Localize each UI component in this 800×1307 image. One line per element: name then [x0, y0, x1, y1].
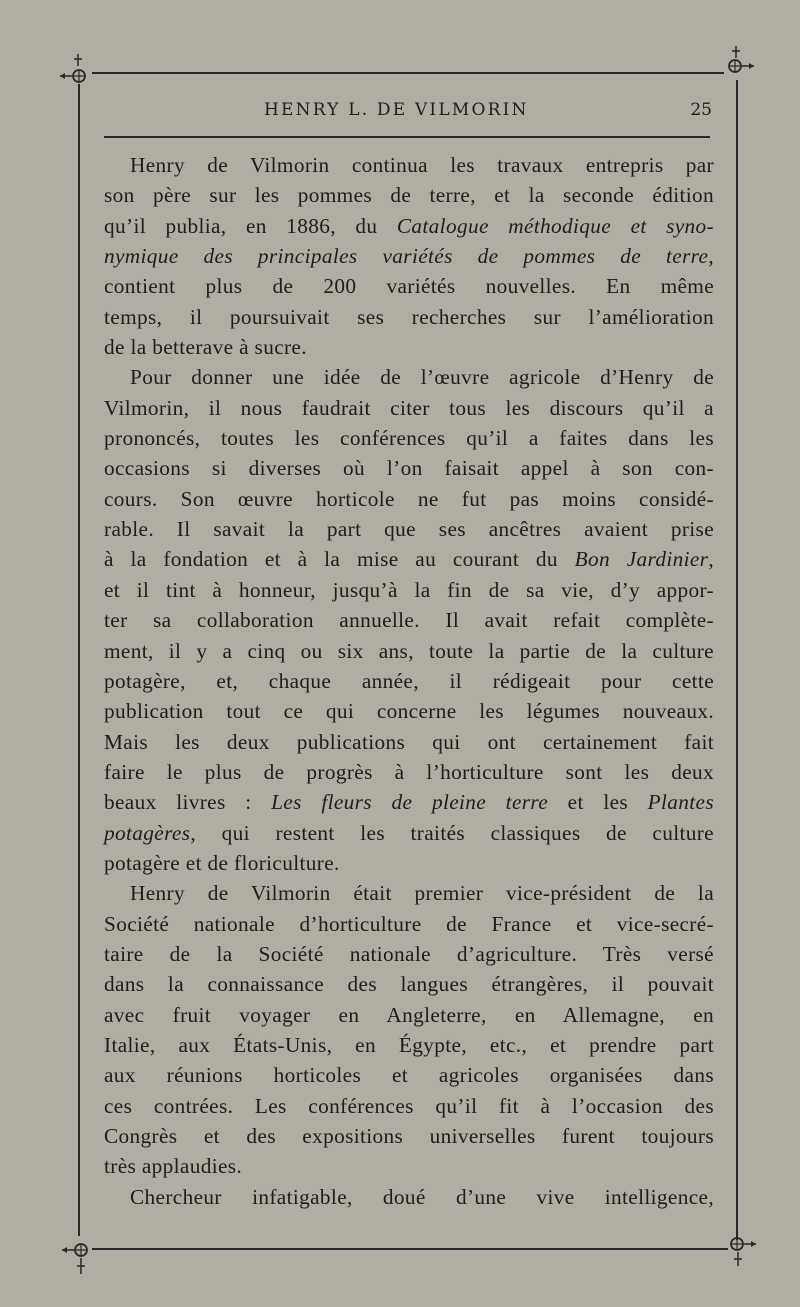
text-run: ment, il y a cinq ou six ans, toute la partie de la culture — [104, 638, 714, 663]
text-run: taire de la Société nationale d’agriculture. Très versé — [104, 941, 714, 966]
text-line — [104, 666, 714, 696]
text-line — [104, 636, 714, 666]
text-run: et il tint à honneur, jusqu’à la fin de sa vie, d’y appor- — [104, 577, 714, 602]
text-run: et les — [548, 790, 648, 815]
text-run: Henry de Vilmorin était premier vice-président de la — [130, 881, 714, 906]
text-line — [104, 332, 714, 362]
text-line — [104, 1000, 714, 1030]
header-rule — [104, 136, 710, 138]
text-run: , — [708, 547, 715, 572]
text-line — [104, 362, 714, 392]
text-run: Pour donner une idée de l’œuvre agricole d’Henry de — [130, 365, 714, 390]
text-line — [104, 302, 714, 332]
text-line — [104, 241, 714, 271]
text-line — [104, 423, 714, 453]
text-run: Mais les deux publications qui ont certainement fait — [104, 729, 714, 754]
corner-ornament-bottom-left-icon — [60, 1236, 100, 1276]
body-text — [104, 150, 714, 1212]
text-line — [104, 271, 714, 301]
text-line — [104, 727, 714, 757]
text-run: dans la connaissance des langues étrangères, il pouvait — [104, 972, 714, 997]
text-line — [104, 484, 714, 514]
text-line — [104, 211, 714, 241]
frame-right-rule — [736, 80, 738, 1240]
text-run: très applaudies. — [104, 1154, 243, 1179]
text-run: à la fondation et à la mise au courant du — [104, 547, 575, 572]
text-run: contient plus de 200 variétés nouvelles. En même — [104, 274, 714, 299]
text-line — [104, 544, 714, 574]
italic-title-text: Les fleurs de pleine terre — [271, 790, 549, 815]
text-run: Vilmorin, il nous faudrait citer tous les discours qu’il a — [104, 395, 714, 420]
text-line — [104, 1060, 714, 1090]
text-line — [104, 1091, 714, 1121]
text-run: temps, il poursuivait ses recherches sur l’amélioration — [104, 304, 714, 329]
running-head: HENRY L. DE VILMORIN — [264, 100, 529, 120]
text-run: aux réunions horticoles et agricoles organisées dans — [104, 1063, 714, 1088]
text-run: cours. Son œuvre horticole ne fut pas moins considé- — [104, 486, 714, 511]
text-line — [104, 757, 714, 787]
text-run: qu’il publia, en 1886, du — [104, 213, 397, 238]
frame-bottom-rule — [92, 1248, 728, 1250]
italic-title-text: Bon Jardinier — [574, 547, 709, 572]
text-run: Congrès et des expositions universelles furent toujours — [104, 1124, 714, 1148]
text-line — [104, 787, 714, 817]
text-line — [104, 878, 714, 908]
text-run: Henry de Vilmorin continua les travaux entrepris par — [130, 153, 714, 177]
text-run: , qui restent les traités classiques de culture — [190, 820, 714, 845]
text-run: ter sa collaboration annuelle. Il avait refait complète- — [104, 608, 714, 633]
text-line — [104, 696, 714, 726]
page-number: 25 — [690, 100, 712, 120]
text-run: potagère, et, chaque année, il rédigeait pour cette — [104, 668, 714, 693]
text-line — [104, 1182, 714, 1212]
text-run: Italie, aux États-Unis, en Égypte, etc., et prendre part — [104, 1032, 714, 1057]
text-line — [104, 909, 714, 939]
text-run: occasions si diverses où l’on faisait appel à son con- — [104, 456, 714, 481]
text-run: rable. Il savait la part que ses ancêtres avaient prise — [104, 517, 714, 542]
corner-ornament-bottom-right-icon — [718, 1228, 758, 1268]
text-line — [104, 453, 714, 483]
text-run: beaux livres : — [104, 790, 272, 815]
text-line — [104, 1121, 714, 1151]
text-run: publication tout ce qui concerne les légumes nouveaux. — [104, 699, 714, 724]
text-line — [104, 575, 714, 605]
text-line — [104, 605, 714, 635]
text-run: prononcés, toutes les conférences qu’il a faites dans les — [104, 426, 714, 451]
text-line — [104, 1151, 714, 1181]
text-line — [104, 180, 714, 210]
text-run: de la betterave à sucre. — [104, 335, 307, 360]
frame-top-rule — [92, 72, 724, 74]
italic-title-text: Catalogue méthodique et syno- — [396, 213, 714, 238]
page-header — [104, 96, 712, 130]
text-run: , — [708, 244, 714, 269]
text-line — [104, 1030, 714, 1060]
corner-ornament-top-left-icon — [58, 52, 98, 92]
text-line — [104, 848, 714, 878]
text-line — [104, 514, 714, 544]
text-run: ces contrées. Les conférences qu’il fit à l’occasion des — [104, 1093, 714, 1118]
text-run: potagère et de floriculture. — [104, 850, 340, 875]
text-line — [104, 818, 714, 848]
frame-left-rule — [78, 84, 80, 1236]
italic-title-text: potagères — [104, 820, 191, 845]
text-line — [104, 939, 714, 969]
text-run: avec fruit voyager en Angleterre, en Allemagne, en — [104, 1002, 714, 1027]
text-run: faire le plus de progrès à l’horticulture sont les deux — [104, 759, 714, 784]
italic-title-text: nymique des principales variétés de pommes de terre — [104, 244, 709, 269]
text-run: Société nationale d’horticulture de France et vice-secré- — [104, 911, 714, 936]
text-line — [104, 393, 714, 423]
corner-ornament-top-right-icon — [716, 44, 756, 84]
text-line — [104, 969, 714, 999]
text-run: Chercheur infatigable, doué d’une vive intelligence, — [130, 1184, 714, 1209]
text-line — [104, 150, 714, 180]
italic-title-text: Plantes — [647, 790, 714, 815]
text-run: son père sur les pommes de terre, et la seconde édition — [104, 183, 714, 208]
